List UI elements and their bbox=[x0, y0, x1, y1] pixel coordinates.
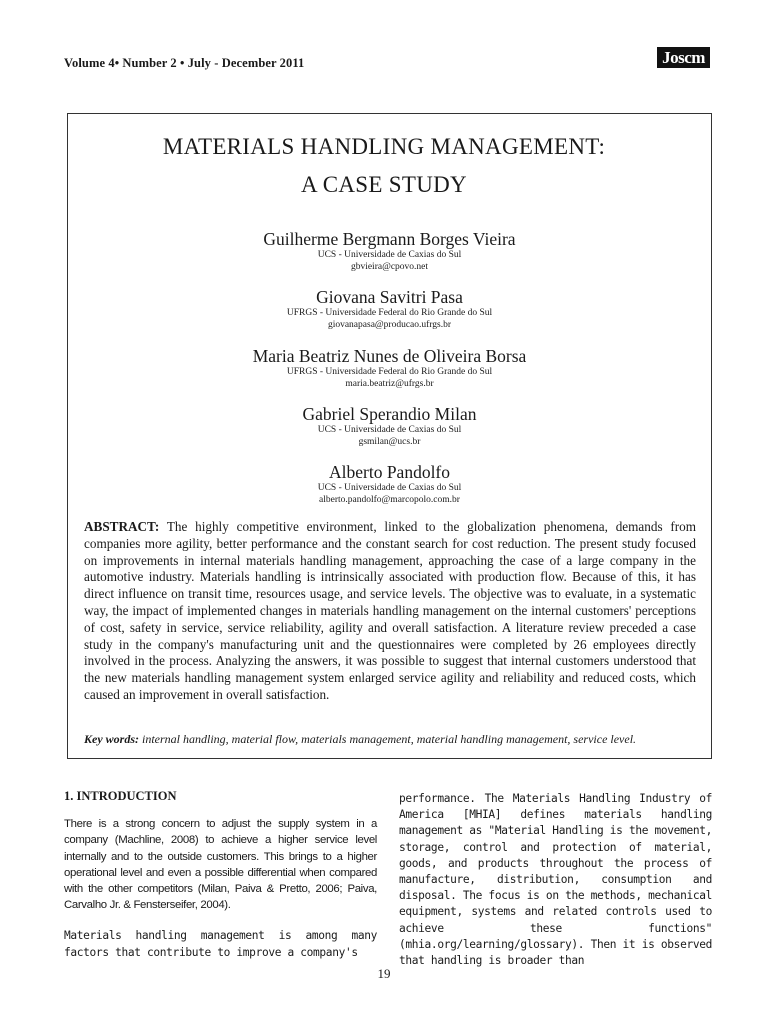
keywords-text: internal handling, material flow, materials management, material handling management, service level. bbox=[142, 732, 637, 746]
title-line-1: MATERIALS HANDLING MANAGEMENT: bbox=[162, 134, 606, 159]
author-name: Guilherme Bergmann Borges Vieira bbox=[263, 229, 516, 249]
intro-paragraph-2: Materials handling management is among many factors that contribute to improve a company's bbox=[64, 929, 377, 959]
author-name: Gabriel Sperandio Milan bbox=[302, 404, 477, 424]
author-email[interactable]: gsmilan@ucs.br bbox=[358, 437, 421, 447]
abstract-text: The highly competitive environment, linked to the globalization phenomena, demands from companies more agility, better performance and the constant search for cost reduction. The present study focused on improvements in internal materials handling management, approaching the case of a large company in the automotive industry. Materials handling is intrinsically associated with production flow. Because of this, it has direct influence on transit time, resources usage, and service levels. The objective was to evaluate, in a systematic way, the impact of implemented changes in materials handling management on the internal customers' perceptions of cost, safety in service, service reliability, agility and overall satisfaction. A literature review preceded a case study in the company's manufacturing unit and the questionnaires were completed by 26 employees directly involved in the process. Analyzing the answers, it was possible to suggest that internal customers understood that the new materials handling management system enlarged service agility and reliability and reduced costs, which caused an improvement in overall satisfaction. bbox=[84, 519, 697, 702]
author-affiliation: UCS - Universidade de Caxias do Sul bbox=[317, 483, 462, 493]
abstract-label: ABSTRACT: bbox=[84, 519, 160, 534]
page-number: 19 bbox=[377, 966, 391, 981]
article-title bbox=[0, 128, 768, 204]
intro-paragraph-1: There is a strong concern to adjust the supply system in a company (Machline, 2008) to achieve a higher service level internally and to the outside customers. This brings to a higher operational level and even a possible differential when compared with the other competitors (Milan, Paiva & Pretto, 2006; Paiva, Carvalho Jr. & Fensterseifer, 2004). bbox=[64, 818, 377, 912]
journal-logo: Joscm bbox=[657, 47, 710, 68]
author-name: Alberto Pandolfo bbox=[328, 462, 451, 482]
author-affiliation: UFRGS - Universidade Federal do Rio Grande do Sul bbox=[286, 308, 493, 318]
author-block bbox=[67, 287, 712, 331]
author-affiliation: UFRGS - Universidade Federal do Rio Grande do Sul bbox=[286, 367, 493, 377]
author-email[interactable]: alberto.pandolfo@marcopolo.com.br bbox=[319, 495, 460, 505]
author-email[interactable]: giovanapasa@producao.ufrgs.br bbox=[327, 320, 452, 330]
author-block bbox=[67, 462, 712, 506]
author-name: Giovana Savitri Pasa bbox=[316, 287, 463, 307]
journal-issue-line: Volume 4• Number 2 • July - December 2011 bbox=[64, 56, 305, 70]
author-block bbox=[67, 404, 712, 448]
author-email[interactable]: gbvieira@cpovo.net bbox=[350, 262, 429, 272]
author-block bbox=[67, 229, 712, 273]
keywords bbox=[84, 731, 696, 747]
author-block bbox=[67, 346, 712, 390]
section-heading: 1. INTRODUCTION bbox=[64, 789, 177, 803]
author-affiliation: UCS - Universidade de Caxias do Sul bbox=[317, 250, 462, 260]
author-email[interactable]: maria.beatriz@ufrgs.br bbox=[345, 379, 434, 389]
author-affiliation: UCS - Universidade de Caxias do Sul bbox=[317, 425, 462, 435]
title-line-2: A CASE STUDY bbox=[301, 172, 467, 197]
intro-paragraph-col2: performance. The Materials Handling Industry of America [MHIA] defines materials handling management as "Material Handling is the movement, storage, control and protection of material, goods, and products throughout the process of manufacture, distribution, consumption and disposal. The focus is on the methods, mechanical equipment, systems and related controls used to achieve these functions" (mhia.org/learning/glossary). Then it is observed that handling is broader than bbox=[399, 792, 712, 968]
author-name: Maria Beatriz Nunes de Oliveira Borsa bbox=[252, 346, 527, 366]
keywords-label: Key words: bbox=[84, 732, 139, 746]
abstract bbox=[84, 519, 696, 704]
